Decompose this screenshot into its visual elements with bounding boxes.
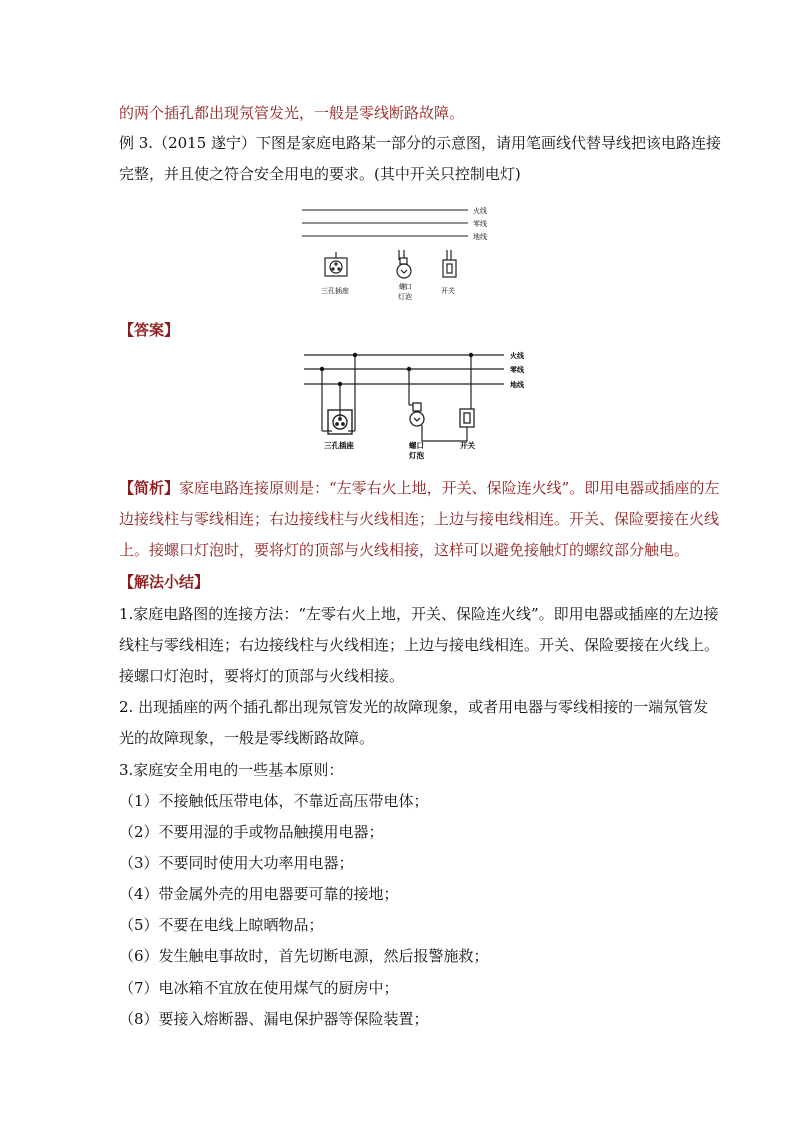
rule-8: （8）要接入熔断器、漏电保护器等保险装置； bbox=[119, 1010, 429, 1028]
analysis-line-2: 边接线柱与零线相连；右边接线柱与火线相连；上边与接电线相连。开关、保险要接在火线 bbox=[119, 510, 720, 528]
neutral-wire-label: 零线 bbox=[510, 366, 524, 374]
summary-p1-line-2: 线柱与零线相连；右边接线柱与火线相连；上边与接电线相连。开关、保险要接在火线上。 bbox=[119, 636, 720, 654]
earth-wire-label: 地线 bbox=[473, 233, 487, 241]
example-3-line-1: 例 3.（2015 遂宁）下图是家庭电路某一部分的示意图，请用笔画线代替导线把该电路连接 bbox=[119, 134, 722, 152]
bulb-label-2: 口 bbox=[405, 283, 412, 291]
rule-7: （7）电冰箱不宜放在使用煤气的厨房中； bbox=[119, 979, 399, 997]
analysis-text-1: 家庭电路连接原则是：“左零右火上地，开关、保险连火线”。即用电器或插座的左 bbox=[179, 479, 720, 497]
socket-label: 三孔插座 bbox=[321, 287, 349, 295]
summary-p1-line-3: 接螺口灯泡时，要将灯的顶部与火线相接。 bbox=[119, 667, 405, 685]
switch-label: 开关 bbox=[460, 441, 475, 450]
switch-label: 开关 bbox=[441, 287, 455, 295]
neutral-wire-label: 零线 bbox=[473, 220, 487, 228]
screw-bulb-icon bbox=[410, 403, 424, 426]
example-3-line-2: 完整，并且使之符合安全用电的要求。(其中开关只控制电灯) bbox=[119, 165, 521, 183]
bulb-label-3: 灯泡 bbox=[398, 293, 412, 301]
rule-2: （2）不要用湿的手或物品触摸用电器； bbox=[119, 823, 384, 841]
rule-5: （5）不要在电线上晾晒物品； bbox=[119, 916, 324, 934]
rule-3: （3）不要同时使用大功率用电器； bbox=[119, 854, 354, 872]
screw-bulb-icon bbox=[397, 250, 411, 278]
rule-1: （1）不接触低压带电体，不靠近高压带电体； bbox=[119, 792, 429, 810]
earth-wire-label: 地线 bbox=[510, 381, 524, 389]
bulb-label-1: 螺口 bbox=[409, 441, 424, 450]
bulb-label-1: 螺 bbox=[399, 283, 406, 291]
answer-heading: 【答案】 bbox=[119, 321, 180, 339]
summary-p1-line-1: 1.家庭电路图的连接方法：“左零右火上地，开关、保险连火线”。即用电器或插座的左边接 bbox=[119, 605, 719, 623]
bulb-label-2: 灯泡 bbox=[409, 451, 424, 460]
live-wire-label: 火线 bbox=[510, 352, 524, 360]
live-wire-label: 火线 bbox=[473, 207, 487, 215]
analysis-heading: 【简析】 bbox=[119, 479, 180, 497]
switch-icon bbox=[460, 409, 474, 427]
switch-icon bbox=[443, 250, 456, 277]
socket-label: 三孔插座 bbox=[324, 441, 354, 450]
summary-heading: 【解法小结】 bbox=[119, 573, 210, 591]
summary-p2-line-2: 光的故障现象，一般是零线断路故障。 bbox=[119, 729, 375, 747]
circuit-diagram-question bbox=[296, 200, 496, 302]
three-pin-socket-icon bbox=[325, 252, 347, 276]
circuit-diagram-answer bbox=[298, 347, 534, 465]
summary-p2-line-1: 2. 出现插座的两个插孔都出现氖管发光的故障现象，或者用电器与零线相接的一端氖管发 bbox=[119, 698, 709, 716]
rule-6: （6）发生触电事故时，首先切断电源，然后报警施救； bbox=[119, 947, 489, 965]
analysis-line-3: 上。接螺口灯泡时，要将灯的顶部与火线相接，这样可以避免接触灯的螺纹部分触电。 bbox=[119, 541, 690, 559]
summary-p3: 3.家庭安全用电的一些基本原则： bbox=[119, 761, 344, 779]
analysis-line-1 bbox=[119, 478, 719, 498]
rule-4: （4）带金属外壳的用电器要可靠的接地； bbox=[119, 885, 399, 903]
continued-text: 的两个插孔都出现氖管发光，一般是零线断路故障。 bbox=[119, 104, 465, 122]
